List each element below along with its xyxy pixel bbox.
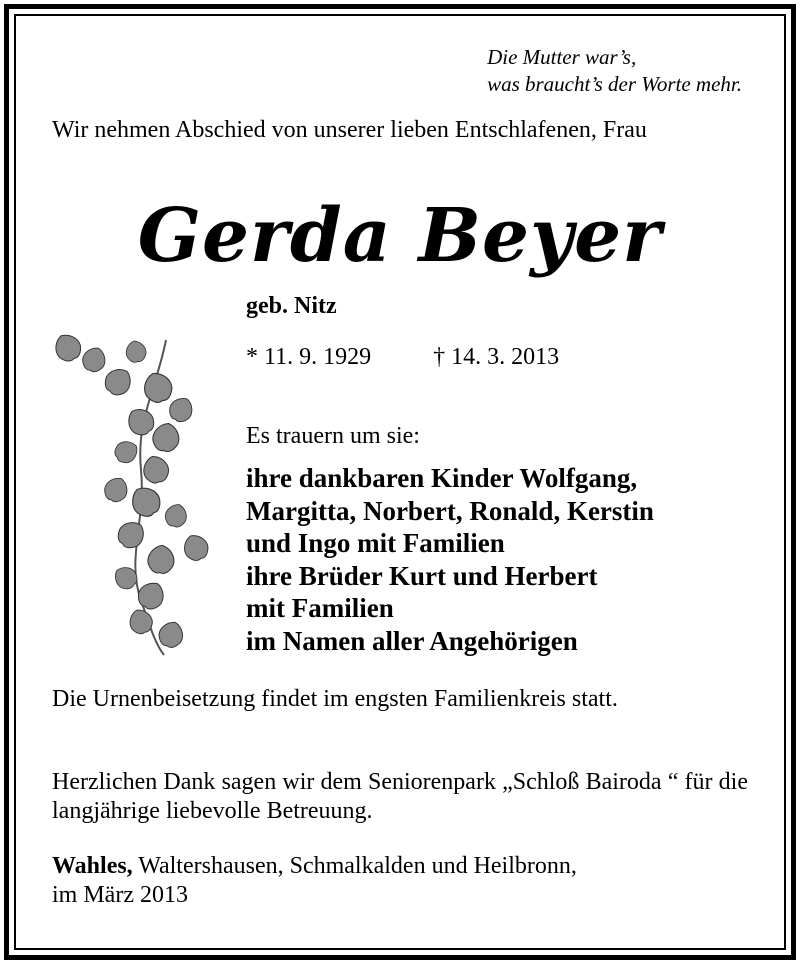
mourner-line: und Ingo mit Familien [246,528,505,558]
mourner-line: mit Familien [246,593,394,623]
ivy-vine-icon [46,330,226,660]
birth-date: * 11. 9. 1929 [246,344,372,370]
life-dates [246,344,559,371]
mourners-intro: Es trauern um sie: [246,423,420,449]
burial-note: Die Urnenbeisetzung findet im engsten Familienkreis statt. [52,686,618,712]
place-others: Waltershausen, Schmalkalden und Heilbronn, [132,853,577,879]
intro-text: Wir nehmen Abschied von unserer lieben Entschlafenen, Frau [52,117,647,143]
death-date: † 14. 3. 2013 [433,344,560,370]
mourner-line: ihre Brüder Kurt und Herbert [246,560,598,591]
motto-line-1: Die Mutter war’s, [487,45,637,69]
motto-line-2: was braucht’s der Worte mehr. [487,72,742,96]
place-main: Wahles, [52,853,133,879]
mourner-line: Margitta, Norbert, Ronald, Kerstin [246,495,654,526]
notice-date: im März 2013 [52,882,188,908]
places-and-date [52,852,748,910]
maiden-name: geb. Nitz [246,293,337,319]
mourner-line: im Namen aller Angehörigen [246,625,578,656]
mourner-line: ihre dankbaren Kinder Wolfgang, [246,463,638,493]
deceased-name: Gerda Beyer [137,193,663,279]
motto-quote [487,44,742,98]
thanks-note: Herzlichen Dank sagen wir dem Seniorenpark „Schloß Bairoda “ für die langjährige liebevolle Betreuung. [52,769,748,824]
mourners-list [246,462,654,657]
